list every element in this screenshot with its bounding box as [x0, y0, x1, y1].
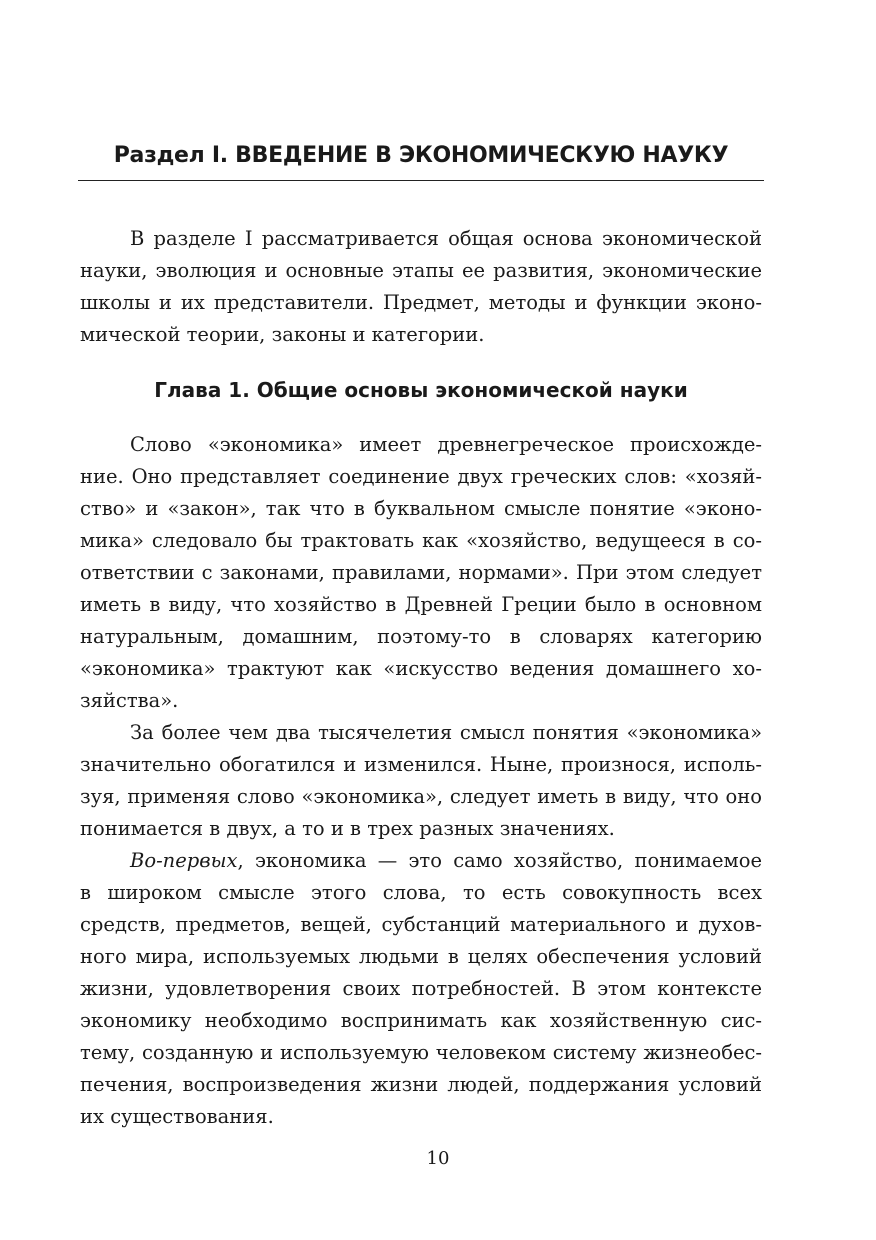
text-line: печения, воспроизведения жизни людей, поддержания условий	[80, 1073, 762, 1096]
first-line-rest: , экономика — это само хозяйство, понимаемое	[237, 849, 762, 872]
text-line: ного мира, используемых людьми в целях обеспечения условий	[80, 945, 762, 968]
section-title: Раздел I. ВВЕДЕНИЕ В ЭКОНОМИЧЕСКУЮ НАУКУ	[113, 143, 729, 168]
text-line: понимается в двух, а то и в трех разных значениях.	[80, 817, 615, 840]
text-line: жизни, удовлетворения своих потребностей. В этом контексте	[80, 977, 762, 1000]
text-line: ние. Оно представляет соединение двух греческих слов: «хозяй-	[80, 465, 762, 488]
text-line: их существования.	[80, 1105, 274, 1128]
text-line: «экономика» трактуют как «искусство ведения домашнего хо-	[80, 657, 762, 680]
body-paragraph-3	[80, 845, 762, 1133]
title-divider	[78, 180, 764, 181]
italic-lead: Во-первых	[130, 849, 238, 872]
text-line: мика» следовало бы трактовать как «хозяйство, ведущееся в со-	[80, 529, 762, 552]
text-line: зяйства».	[80, 689, 179, 712]
text-line: науки, эволюция и основные этапы ее развития, экономические	[80, 259, 762, 282]
text-line: Слово «экономика» имеет древнегреческое происхожде-	[130, 433, 762, 456]
intro-paragraph	[80, 223, 762, 351]
body-paragraph-1	[80, 429, 762, 717]
body-paragraph-2	[80, 717, 762, 845]
page-number: 10	[426, 1148, 450, 1169]
text-line: школы и их представители. Предмет, методы и функции эконо-	[80, 291, 762, 314]
text-line: ство» и «закон», так что в буквальном смысле понятие «эконо-	[80, 497, 762, 520]
text-line: ответствии с законами, правилами, нормами». При этом следует	[80, 561, 762, 584]
text-line: средств, предметов, вещей, субстанций материального и духов-	[80, 913, 762, 936]
chapter-title: Глава 1. Общие основы экономической науки	[154, 378, 688, 402]
text-line: В разделе I рассматривается общая основа экономической	[130, 227, 762, 250]
text-line: За более чем два тысячелетия смысл понятия «экономика»	[130, 721, 762, 744]
text-line: тему, созданную и используемую человеком систему жизнеобес-	[80, 1041, 762, 1064]
text-line	[80, 845, 762, 877]
text-line: иметь в виду, что хозяйство в Древней Греции было в основном	[80, 593, 762, 616]
text-line: экономику необходимо воспринимать как хозяйственную сис-	[80, 1009, 762, 1032]
text-line: натуральным, домашним, поэтому-то в словарях категорию	[80, 625, 762, 648]
text-line: зуя, применяя слово «экономика», следует иметь в виду, что оно	[80, 785, 762, 808]
text-line: мической теории, законы и категории.	[80, 323, 485, 346]
text-line: в широком смысле этого слова, то есть совокупность всех	[80, 881, 762, 904]
text-line: значительно обогатился и изменился. Ныне, произнося, исполь-	[80, 753, 762, 776]
